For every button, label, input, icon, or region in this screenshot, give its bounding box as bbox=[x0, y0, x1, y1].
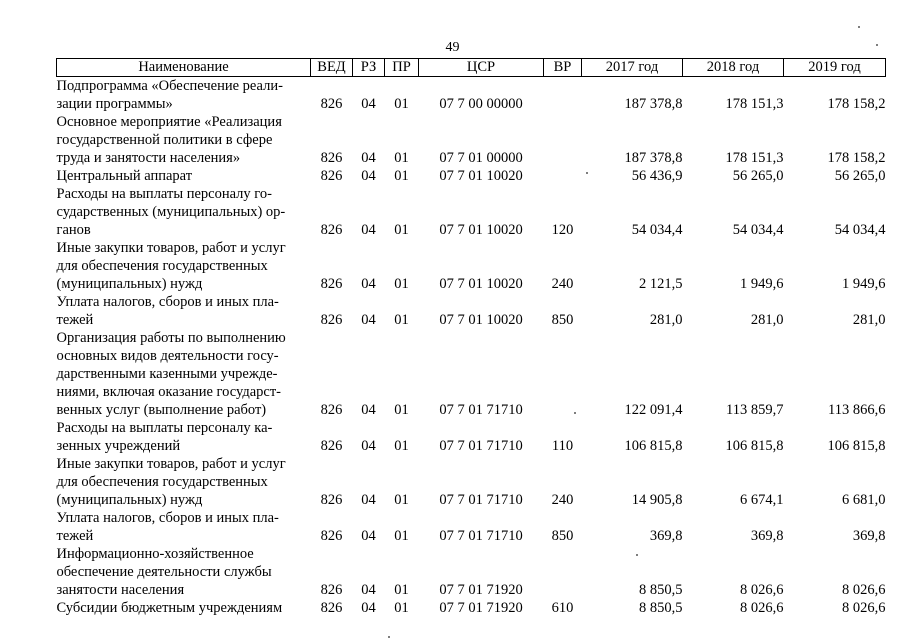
row-name-line: Основное мероприятие «Реализация bbox=[56, 114, 282, 130]
row-vr: 120 bbox=[551, 222, 574, 238]
row-name-line: Информационно-хозяйственное bbox=[56, 546, 254, 562]
table-row bbox=[57, 167, 886, 185]
row-y2017: 56 436,9 bbox=[631, 168, 683, 184]
row-y2017: 14 905,8 bbox=[631, 492, 683, 508]
row-name bbox=[57, 239, 311, 293]
table-header-row bbox=[57, 59, 886, 77]
row-vr: 610 bbox=[551, 600, 574, 616]
row-csr: 07 7 01 71710 bbox=[439, 438, 523, 454]
row-vr: 240 bbox=[551, 276, 574, 292]
scan-speck bbox=[586, 172, 588, 174]
row-y2017: 106 815,8 bbox=[624, 438, 683, 454]
table-row bbox=[57, 113, 886, 167]
row-name-line: тежей bbox=[56, 528, 94, 544]
table-body bbox=[57, 77, 886, 618]
row-vr bbox=[544, 77, 582, 114]
row-name-line: венных услуг (выполнение работ) bbox=[56, 402, 267, 418]
row-csr: 07 7 01 10020 bbox=[439, 276, 523, 292]
row-rz: 04 bbox=[361, 582, 376, 598]
row-name bbox=[57, 77, 311, 114]
row-y2019: 178 158,2 bbox=[827, 96, 886, 112]
row-pr: 01 bbox=[394, 582, 409, 598]
row-name bbox=[57, 599, 311, 617]
row-ved: 826 bbox=[320, 276, 343, 292]
row-name-line: труда и занятости населения» bbox=[56, 150, 241, 166]
row-name-line: основных видов деятельности госу- bbox=[56, 348, 279, 364]
row-ved: 826 bbox=[320, 312, 343, 328]
row-csr: 07 7 01 71920 bbox=[439, 582, 523, 598]
row-name-line: Центральный аппарат bbox=[56, 168, 193, 184]
row-ved: 826 bbox=[320, 582, 343, 598]
row-name-line: (муниципальных) нужд bbox=[56, 492, 203, 508]
row-name-line: обеспечение деятельности службы bbox=[56, 564, 272, 580]
table-row bbox=[57, 77, 886, 114]
row-rz: 04 bbox=[361, 276, 376, 292]
row-y2018: 106 815,8 bbox=[725, 438, 784, 454]
row-pr: 01 bbox=[394, 492, 409, 508]
row-ved: 826 bbox=[320, 402, 343, 418]
row-name bbox=[57, 185, 311, 239]
row-name-line: для обеспечения государственных bbox=[56, 474, 268, 490]
row-name bbox=[57, 455, 311, 509]
row-ved: 826 bbox=[320, 438, 343, 454]
row-y2019: 6 681,0 bbox=[842, 492, 886, 508]
row-y2018: 178 151,3 bbox=[725, 150, 784, 166]
row-ved: 826 bbox=[320, 600, 343, 616]
row-vr bbox=[544, 329, 582, 419]
row-ved: 826 bbox=[320, 96, 343, 112]
row-name-line: Иные закупки товаров, работ и услуг bbox=[56, 456, 286, 472]
row-pr: 01 bbox=[394, 222, 409, 238]
row-y2019: 56 265,0 bbox=[834, 168, 886, 184]
row-csr: 07 7 01 71710 bbox=[439, 492, 523, 508]
row-csr: 07 7 01 71710 bbox=[439, 528, 523, 544]
header-name: Наименование bbox=[57, 59, 311, 77]
header-2017: 2017 год bbox=[582, 59, 683, 77]
row-y2018: 6 674,1 bbox=[740, 492, 784, 508]
row-rz: 04 bbox=[361, 168, 376, 184]
row-y2018: 369,8 bbox=[750, 528, 784, 544]
row-ved: 826 bbox=[320, 222, 343, 238]
row-csr: 07 7 01 10020 bbox=[439, 168, 523, 184]
row-y2018: 8 026,6 bbox=[740, 600, 784, 616]
row-name-line: Уплата налогов, сборов и иных пла- bbox=[56, 294, 279, 310]
table-row bbox=[57, 185, 886, 239]
header-rz: РЗ bbox=[353, 59, 385, 77]
row-pr: 01 bbox=[394, 528, 409, 544]
row-ved: 826 bbox=[320, 168, 343, 184]
row-csr: 07 7 01 71710 bbox=[439, 402, 523, 418]
header-csr: ЦСР bbox=[419, 59, 544, 77]
row-y2019: 106 815,8 bbox=[827, 438, 886, 454]
row-y2017: 8 850,5 bbox=[639, 582, 683, 598]
row-y2017: 122 091,4 bbox=[624, 402, 683, 418]
row-y2017: 187 378,8 bbox=[624, 150, 683, 166]
row-name bbox=[57, 329, 311, 419]
row-name-line: ганов bbox=[56, 222, 91, 238]
row-y2019: 1 949,6 bbox=[842, 276, 886, 292]
row-csr: 07 7 00 00000 bbox=[439, 96, 523, 112]
row-rz: 04 bbox=[361, 222, 376, 238]
row-y2018: 1 949,6 bbox=[740, 276, 784, 292]
row-vr bbox=[544, 167, 582, 185]
scan-speck bbox=[574, 412, 576, 414]
header-pr: ПР bbox=[385, 59, 419, 77]
row-rz: 04 bbox=[361, 312, 376, 328]
table-row bbox=[57, 293, 886, 329]
row-rz: 04 bbox=[361, 402, 376, 418]
row-rz: 04 bbox=[361, 438, 376, 454]
row-ved: 826 bbox=[320, 492, 343, 508]
row-y2018: 56 265,0 bbox=[732, 168, 784, 184]
row-vr: 850 bbox=[551, 528, 574, 544]
row-name-line: ниями, включая оказание государст- bbox=[56, 384, 282, 400]
row-y2019: 369,8 bbox=[852, 528, 886, 544]
row-name bbox=[57, 113, 311, 167]
table-row bbox=[57, 599, 886, 617]
row-name-line: Подпрограмма «Обеспечение реали- bbox=[56, 78, 283, 94]
table-row bbox=[57, 419, 886, 455]
row-vr bbox=[544, 545, 582, 599]
row-vr: 240 bbox=[551, 492, 574, 508]
page-number: 49 bbox=[445, 40, 460, 55]
row-name-line: Организация работы по выполнению bbox=[56, 330, 286, 346]
row-pr: 01 bbox=[394, 600, 409, 616]
row-y2018: 281,0 bbox=[750, 312, 784, 328]
scan-speck bbox=[876, 44, 878, 46]
row-pr: 01 bbox=[394, 438, 409, 454]
row-pr: 01 bbox=[394, 168, 409, 184]
row-pr: 01 bbox=[394, 150, 409, 166]
scan-speck bbox=[858, 26, 860, 28]
row-y2019: 8 026,6 bbox=[842, 600, 886, 616]
row-name bbox=[57, 509, 311, 545]
scan-speck bbox=[388, 636, 390, 638]
row-name-line: дарственными казенными учрежде- bbox=[56, 366, 278, 382]
row-ved: 826 bbox=[320, 528, 343, 544]
row-y2019: 54 034,4 bbox=[834, 222, 886, 238]
row-y2019: 281,0 bbox=[852, 312, 886, 328]
row-name-line: тежей bbox=[56, 312, 94, 328]
row-y2019: 8 026,6 bbox=[842, 582, 886, 598]
row-y2019: 178 158,2 bbox=[827, 150, 886, 166]
row-y2018: 178 151,3 bbox=[725, 96, 784, 112]
row-y2017: 8 850,5 bbox=[639, 600, 683, 616]
row-csr: 07 7 01 10020 bbox=[439, 222, 523, 238]
row-name-line: для обеспечения государственных bbox=[56, 258, 268, 274]
table-row bbox=[57, 455, 886, 509]
row-rz: 04 bbox=[361, 150, 376, 166]
table-row bbox=[57, 545, 886, 599]
row-rz: 04 bbox=[361, 528, 376, 544]
row-name-line: зенных учреждений bbox=[56, 438, 181, 454]
row-y2018: 8 026,6 bbox=[740, 582, 784, 598]
row-name-line: (муниципальных) нужд bbox=[56, 276, 203, 292]
row-y2017: 281,0 bbox=[649, 312, 683, 328]
row-csr: 07 7 01 00000 bbox=[439, 150, 523, 166]
budget-table bbox=[56, 58, 886, 617]
row-y2017: 187 378,8 bbox=[624, 96, 683, 112]
header-2019: 2019 год bbox=[784, 59, 886, 77]
row-name-line: зации программы» bbox=[56, 96, 173, 112]
row-vr bbox=[544, 113, 582, 167]
table-row bbox=[57, 509, 886, 545]
row-pr: 01 bbox=[394, 312, 409, 328]
row-name-line: Субсидии бюджетным учреждениям bbox=[56, 600, 283, 616]
row-name-line: Уплата налогов, сборов и иных пла- bbox=[56, 510, 279, 526]
row-name-line: Иные закупки товаров, работ и услуг bbox=[56, 240, 286, 256]
row-csr: 07 7 01 10020 bbox=[439, 312, 523, 328]
row-csr: 07 7 01 71920 bbox=[439, 600, 523, 616]
row-name bbox=[57, 419, 311, 455]
row-name-line: занятости населения bbox=[56, 582, 185, 598]
row-vr: 110 bbox=[551, 438, 574, 454]
header-vr: ВР bbox=[544, 59, 582, 77]
row-y2017: 54 034,4 bbox=[631, 222, 683, 238]
header-ved: ВЕД bbox=[311, 59, 353, 77]
row-y2019: 113 866,6 bbox=[828, 402, 886, 418]
scan-speck bbox=[636, 554, 638, 556]
header-2018: 2018 год bbox=[683, 59, 784, 77]
row-y2017: 2 121,5 bbox=[639, 276, 683, 292]
row-name-line: государственной политики в сфере bbox=[56, 132, 273, 148]
row-rz: 04 bbox=[361, 492, 376, 508]
table-row bbox=[57, 239, 886, 293]
row-y2018: 54 034,4 bbox=[732, 222, 784, 238]
row-name-line: Расходы на выплаты персоналу ка- bbox=[56, 420, 273, 436]
row-vr: 850 bbox=[551, 312, 574, 328]
row-name-line: сударственных (муниципальных) ор- bbox=[56, 204, 286, 220]
row-name bbox=[57, 293, 311, 329]
row-pr: 01 bbox=[394, 402, 409, 418]
row-pr: 01 bbox=[394, 276, 409, 292]
row-ved: 826 bbox=[320, 150, 343, 166]
row-y2018: 113 859,7 bbox=[726, 402, 784, 418]
row-name-line: Расходы на выплаты персоналу го- bbox=[56, 186, 272, 202]
row-y2017: 369,8 bbox=[649, 528, 683, 544]
row-name bbox=[57, 545, 311, 599]
row-rz: 04 bbox=[361, 96, 376, 112]
row-name bbox=[57, 167, 311, 185]
row-rz: 04 bbox=[361, 600, 376, 616]
table-row bbox=[57, 329, 886, 419]
row-pr: 01 bbox=[394, 96, 409, 112]
